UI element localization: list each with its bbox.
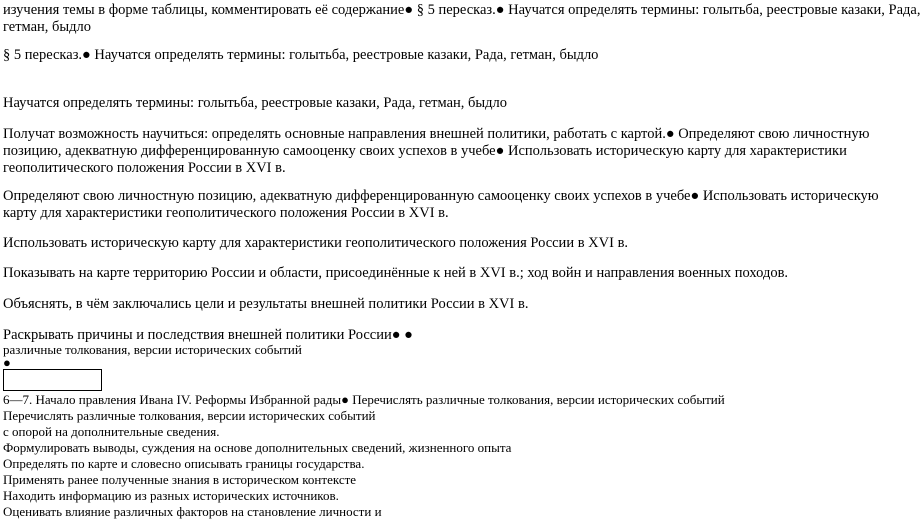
text-line: Определять по карте и словесно описывать границы государства.: [3, 456, 365, 471]
text-line: карту для характеристики геополитического положения России в XVI в.: [3, 205, 449, 221]
text-line: различные толкования, версии исторических событий: [3, 342, 302, 357]
text-line: Получат возможность научиться: определять основные направления внешней политики, работать с картой.● Определяют свою личностную: [3, 126, 870, 142]
text-line: Показывать на карте территорию России и области, присоединённые к ней в XVI в.; ход войн и направления военных походов.: [3, 265, 789, 281]
text-line: Использовать историческую карту для характеристики геополитического положения России в XVI в.: [3, 235, 629, 251]
text-line: позицию, адекватную дифференцированную самооценку своих успехов в учебе● Использовать историческую карту для характеристики: [3, 143, 847, 159]
text-line: Применять ранее полученные знания в историческом контексте: [3, 472, 357, 487]
text-line: Формулировать выводы, суждения на основе дополнительных сведений, жизненного опыта: [3, 440, 512, 455]
text-line: Объяснять, в чём заключались цели и результаты внешней политики России в XVI в.: [3, 296, 529, 312]
text-line: Научатся определять термины: голытьба, реестровые казаки, Рада, гетман, быдло: [3, 95, 508, 111]
text-line: Определяют свою личностную позицию, адекватную дифференцированную самооценку своих успехов в учебе● Использовать историческую: [3, 188, 879, 204]
text-line: геополитического положения России в XVI в.: [3, 160, 286, 176]
text-line: изучения темы в форме таблицы, комментировать её содержание● § 5 пересказ.● Научатся определять термины: голытьба, реестровые казаки, Рада,: [3, 2, 921, 18]
text-line: Раскрывать причины и последствия внешней политики России● ●: [3, 327, 413, 343]
text-line: гетман, быдло: [3, 19, 92, 35]
bullet: ●: [3, 355, 11, 370]
text-line: Перечислять различные толкования, версии исторических событий: [3, 408, 376, 423]
text-line: Находить информацию из разных исторических источников.: [3, 488, 339, 503]
text-line: § 5 пересказ.● Научатся определять термины: голытьба, реестровые казаки, Рада, гетман, быдло: [3, 47, 599, 63]
text-line: 6—7. Начало правления Ивана IV. Реформы Избранной рады● Перечислять различные толкования, версии исторических событий: [3, 392, 725, 407]
text-line: с опорой на дополнительные сведения.: [3, 424, 220, 439]
text-line: Оценивать влияние различных факторов на становление личности и: [3, 504, 382, 519]
empty-table-cell: [3, 369, 102, 391]
